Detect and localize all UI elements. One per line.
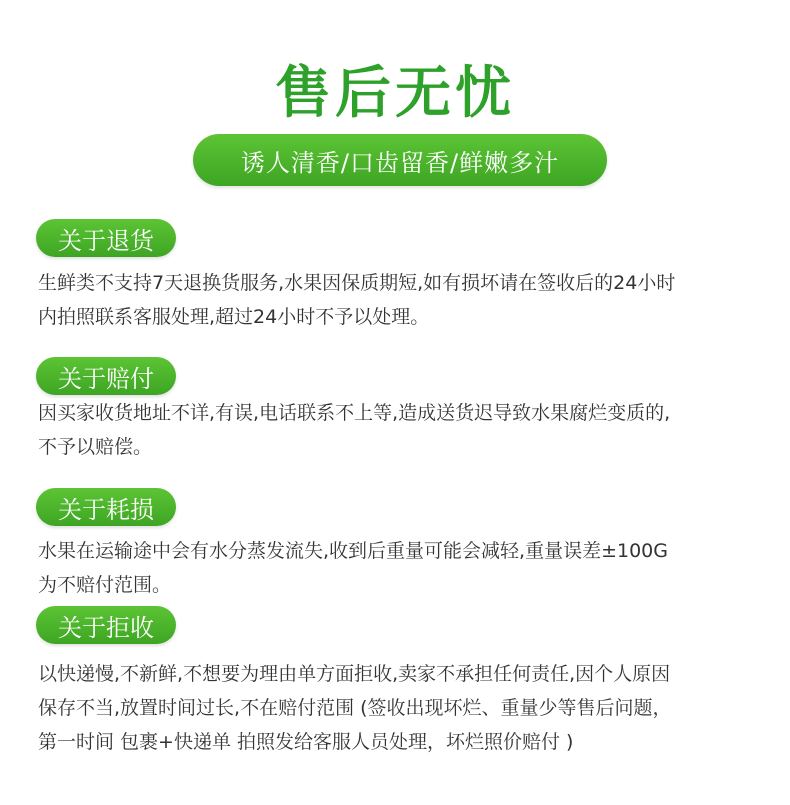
section-heading-loss: 关于耗损 — [36, 488, 176, 526]
text-line: 保存不当,放置时间过长,不在赔付范围 (签收出现坏烂、重量少等售后问题， — [38, 697, 672, 719]
page-title: 售后无忧 — [275, 61, 515, 126]
slogan-banner: 诱人清香/口齿留香/鲜嫩多汁 — [193, 134, 607, 186]
text-line: 以快递慢,不新鲜,不想要为理由单方面拒收,卖家不承担任何责任,因个人原因 — [38, 663, 671, 685]
text-line: 因买家收货地址不详,有误,电话联系不上等,造成送货迟导致水果腐烂变质的, — [38, 402, 671, 424]
section-text-rejection — [38, 657, 758, 759]
section-text-returns — [38, 266, 758, 334]
section-heading-returns: 关于退货 — [36, 219, 176, 257]
text-line: 不予以赔偿。 — [38, 436, 153, 458]
text-line: 生鲜类不支持7天退换货服务,水果因保质期短,如有损坏请在签收后的24小时 — [38, 272, 676, 294]
text-line: 第一时间 包裹+快递单 拍照发给客服人员处理，坏烂照价赔付 ) — [38, 731, 574, 753]
section-heading-rejection: 关于拒收 — [36, 606, 176, 644]
section-heading-compensation: 关于赔付 — [36, 357, 176, 395]
text-line: 内拍照联系客服处理,超过24小时不予以处理。 — [38, 306, 430, 328]
section-text-compensation — [38, 396, 758, 464]
text-line: 为不赔付范围。 — [38, 574, 172, 596]
text-line: 水果在运输途中会有水分蒸发流失,收到后重量可能会减轻,重量误差±100G — [38, 540, 668, 562]
section-text-loss — [38, 534, 758, 602]
